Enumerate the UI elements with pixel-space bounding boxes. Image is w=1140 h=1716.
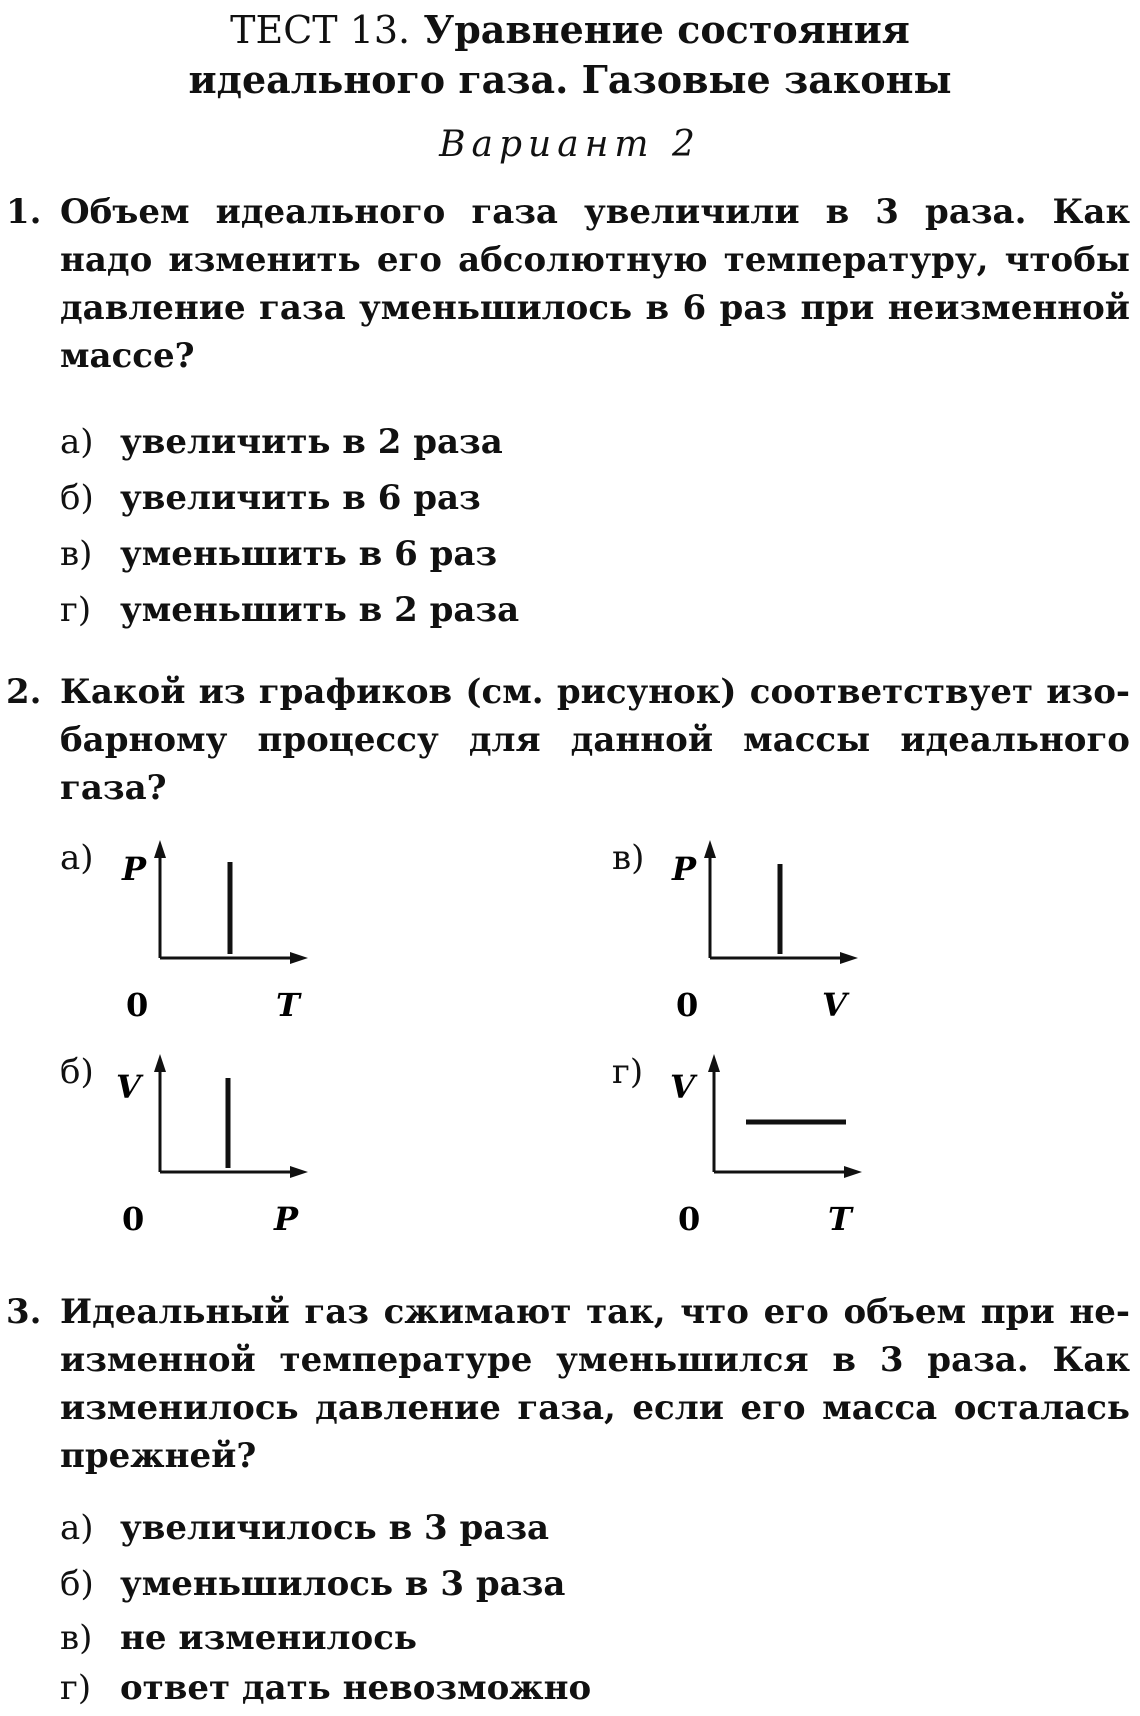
variant-heading: Вариант 2 — [439, 124, 701, 165]
graph-b-x-axis-label: P — [274, 1200, 299, 1238]
option-text: ответ дать невозможно — [120, 1668, 592, 1708]
question-1-line: надо изменить его абсолютную температуру, чтобы — [60, 240, 1130, 280]
question-1-number: 1. — [6, 192, 42, 232]
question-3-option-b[interactable] — [60, 1560, 565, 1608]
graph-b-y-axis-label: V — [116, 1068, 141, 1106]
option-text: уменьшить в 2 раза — [120, 590, 520, 630]
graph-g-label[interactable]: г) — [612, 1052, 644, 1092]
graph-a-origin-label: 0 — [126, 986, 149, 1024]
option-text: увеличить в 6 раз — [120, 478, 481, 518]
question-3-line: изменилось давление газа, если его масса осталась — [60, 1388, 1130, 1428]
question-1-option-d[interactable] — [60, 586, 519, 634]
graph-v-label[interactable]: в) — [612, 838, 645, 878]
test-number: ТЕСТ 13. — [230, 8, 411, 52]
question-1-line: давление газа уменьшилось в 6 раз при неизменной — [60, 288, 1130, 328]
graph-b-label[interactable]: б) — [60, 1052, 94, 1092]
graph-g-x-axis-label: T — [828, 1200, 852, 1238]
graph-v[interactable] — [660, 838, 880, 1038]
graph-g-origin-label: 0 — [678, 1200, 701, 1238]
question-3-number: 3. — [6, 1292, 42, 1332]
graph-b[interactable] — [110, 1052, 330, 1252]
graph-v-y-axis-label: P — [672, 850, 697, 888]
test-topic-part1: Уравнение состояния — [423, 7, 910, 52]
graph-a-label[interactable]: а) — [60, 838, 94, 878]
question-3-line: прежней? — [60, 1436, 257, 1476]
test-title-line2: идеального газа. Газовые законы — [188, 57, 952, 102]
question-1-option-c[interactable] — [60, 530, 497, 578]
graph-b-origin-label: 0 — [122, 1200, 145, 1238]
graph-v-x-axis-label: V — [822, 986, 847, 1024]
question-1-line: массе? — [60, 336, 195, 376]
graph-a-x-axis-label: T — [276, 986, 300, 1024]
option-text: увеличить в 2 раза — [120, 422, 503, 462]
option-label: б) — [60, 1564, 94, 1604]
option-label: а) — [60, 1508, 94, 1548]
option-text: уменьшить в 6 раз — [120, 534, 498, 574]
graph-g[interactable] — [664, 1052, 884, 1252]
option-label: г) — [60, 1668, 92, 1708]
question-1-option-b[interactable] — [60, 474, 481, 522]
option-label: г) — [60, 590, 92, 630]
option-text: не изменилось — [120, 1618, 417, 1658]
question-2-line: Какой из графиков (см. рисунок) соответствует изо- — [60, 672, 1130, 712]
graph-v-origin-label: 0 — [676, 986, 699, 1024]
question-3-option-c[interactable] — [60, 1614, 417, 1662]
graph-a-y-axis-label: P — [122, 850, 147, 888]
question-3-option-a[interactable] — [60, 1504, 549, 1552]
graph-g-y-axis-label: V — [670, 1068, 695, 1106]
option-text: уменьшилось в 3 раза — [120, 1564, 566, 1604]
question-1-option-a[interactable] — [60, 418, 503, 466]
question-3-line: изменной температуре уменьшился в 3 раза. Как — [60, 1340, 1130, 1380]
option-label: в) — [60, 534, 93, 574]
test-title-line1 — [0, 4, 1140, 56]
option-label: б) — [60, 478, 94, 518]
question-2-number: 2. — [6, 672, 42, 712]
option-label: в) — [60, 1618, 93, 1658]
option-text: увеличилось в 3 раза — [120, 1508, 550, 1548]
question-1-line: Объем идеального газа увеличили в 3 раза. Как — [60, 192, 1130, 232]
graph-a[interactable] — [110, 838, 330, 1038]
question-3-option-d[interactable] — [60, 1664, 591, 1712]
question-2-line: газа? — [60, 768, 167, 808]
question-2-line: барному процессу для данной массы идеального — [60, 720, 1130, 760]
option-label: а) — [60, 422, 94, 462]
question-3-line: Идеальный газ сжимают так, что его объем при не- — [60, 1292, 1130, 1332]
